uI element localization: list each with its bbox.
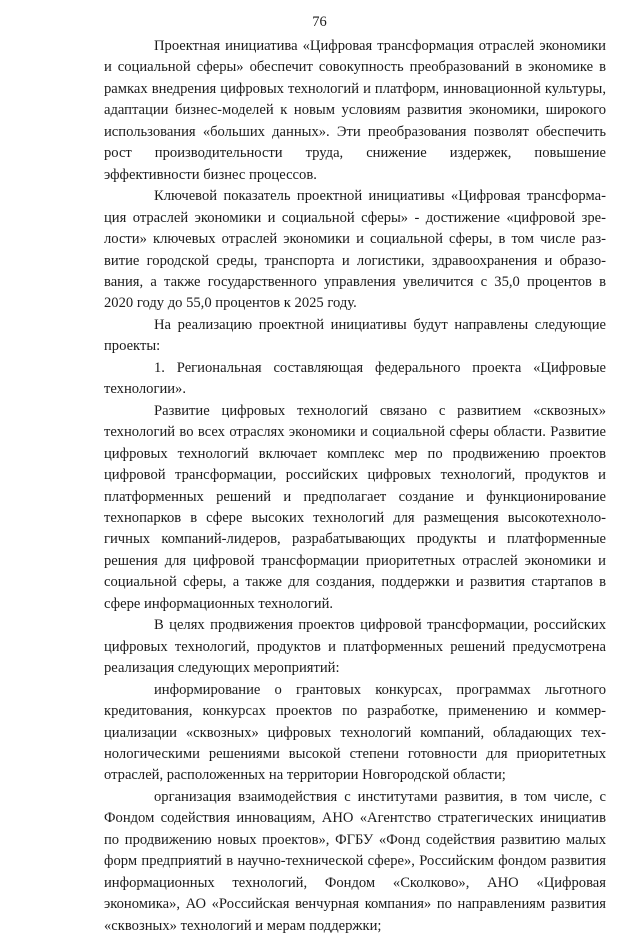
paragraph: На реализацию проектной инициативы будут направлены следующие проекты:: [104, 316, 606, 355]
paragraph: Развитие цифровых технологий связано с развитием «сквозных» технологий во всех отраслях экономики и социальной сферы области. Развитие цифровых технологий включает комплекс мер по продвижению проектов цифровой трансформации, российских цифровых технологий, продуктов и платформенных решений и предполагает создание и функционирование технопарков в сфере высоких технологий для размещения высокотехнологичных компаний-лидеров, разрабатывающих продукты и платформенные решения для цифровой трансформации приоритетных отраслей экономики и социальной сферы, а также для создания, поддержки и развития стартапов в сфере информационных технологий.: [104, 402, 606, 612]
list-item: информирование о грантовых конкурсах, программах льготного кредитования, конкурсах проектов по разработке, применению и коммерциализации «сквозных» цифровых технологий компаний, обладающих технологическими решениями высокой степени готовности для приоритетных отраслей, расположенных на территории Новгородской области;: [104, 681, 606, 784]
project-heading: 1. Региональная составляющая федерального проекта «Цифровые технологии».: [104, 359, 606, 398]
paragraph: Проектная инициатива «Цифровая трансформация отраслей экономики и социальной сферы» обеспечит совокупность преобразований в экономике в рамках внедрения цифровых технологий и платформ, инновационной культуры, адаптации бизнес-моделей к новым условиям развития экономики, широкого использования «больших данных». Эти преобразования позволят обеспечить рост производительности труда, снижение издержек, повышение эффективности бизнес процессов.: [104, 38, 606, 183]
paragraph: В целях продвижения проектов цифровой трансформации, российских цифровых технологий, продуктов и платформенных решений предусмотрена реализация следующих мероприятий:: [104, 617, 606, 677]
page-number: 76: [312, 14, 327, 30]
list-item: организация взаимодействия с институтами развития, в том числе, с Фондом содействия инновациям, АНО «Агентство стратегических инициатив по продвижению новых проектов», ФГБУ «Фонд содействия развитию малых форм предприятий в научно-технической сфере», Российским фондом развития информационных технологий, Фондом «Сколково», АНО «Цифровая экономика», АО «Российская венчурная компания» по направлениям развития «сквозных» технологий и мерам поддержки;: [104, 788, 606, 934]
paragraph: Ключевой показатель проектной инициативы «Цифровая трансформация отраслей экономики и социальной сферы» - достижение «цифровой зрелости» ключевых отраслей экономики и социальной сферы, в том числе развитие городской среды, транспорта и логистики, здравоохранения и образования, а также государственного управления увеличится с 35,0 процентов в 2020 году до 55,0 процентов к 2025 году.: [104, 188, 606, 312]
document-body: [104, 36, 606, 937]
